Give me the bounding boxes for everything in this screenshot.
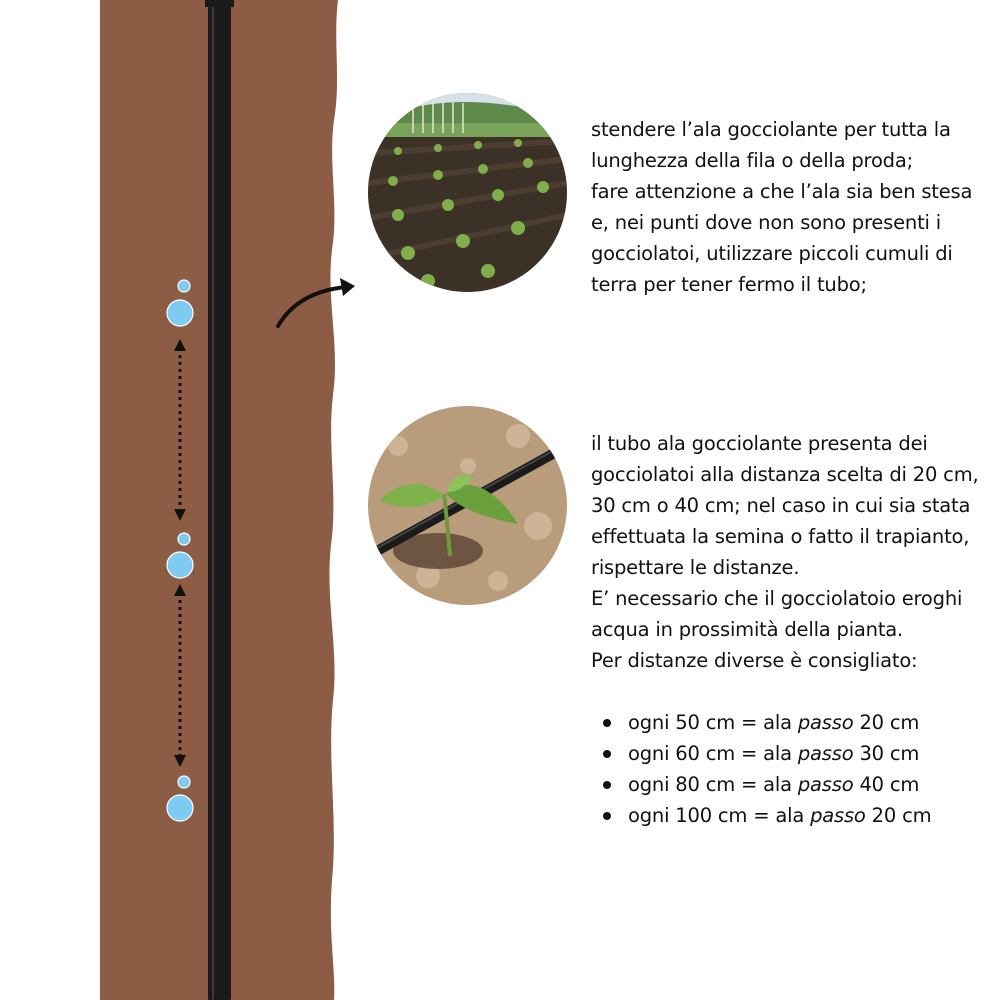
- instruction-paragraph: fare attenzione a che l’ala sia ben stesa e, nei punti dove non sono presenti i gocciolatoi, utilizzare piccoli cumuli di terra per tener fermo il tubo;: [591, 180, 973, 296]
- distance-list: [591, 707, 986, 831]
- seedling-photo: [368, 406, 567, 605]
- list-item: ogni 50 cm = ala passo 20 cm: [628, 707, 986, 738]
- instruction-paragraph: il tubo ala gocciolante presenta dei gocciolatoi alla distanza scelta di 20 cm, 30 cm o 40 cm; nel caso in cui sia stata effettuata la semina o fatto il trapianto, rispettare le distanze.: [591, 432, 979, 579]
- instruction-paragraph: stendere l’ala gocciolante per tutta la lunghezza della fila o della proda;: [591, 118, 951, 172]
- instruction-paragraph: E’ necessario che il gocciolatoio eroghi acqua in prossimità della pianta.: [591, 587, 963, 641]
- field-photo: [368, 93, 567, 292]
- list-item: ogni 100 cm = ala passo 20 cm: [628, 800, 986, 831]
- instruction-paragraph: Per distanze diverse è consigliato:: [591, 649, 918, 672]
- tube-end-cap: [205, 0, 234, 7]
- instructions-block-1: [591, 114, 986, 300]
- drip-tube-highlight: [212, 0, 214, 1000]
- instructions-block-2: [591, 428, 986, 831]
- drip-tube: [208, 0, 231, 1000]
- list-item: ogni 60 cm = ala passo 30 cm: [628, 738, 986, 769]
- list-item: ogni 80 cm = ala passo 40 cm: [628, 769, 986, 800]
